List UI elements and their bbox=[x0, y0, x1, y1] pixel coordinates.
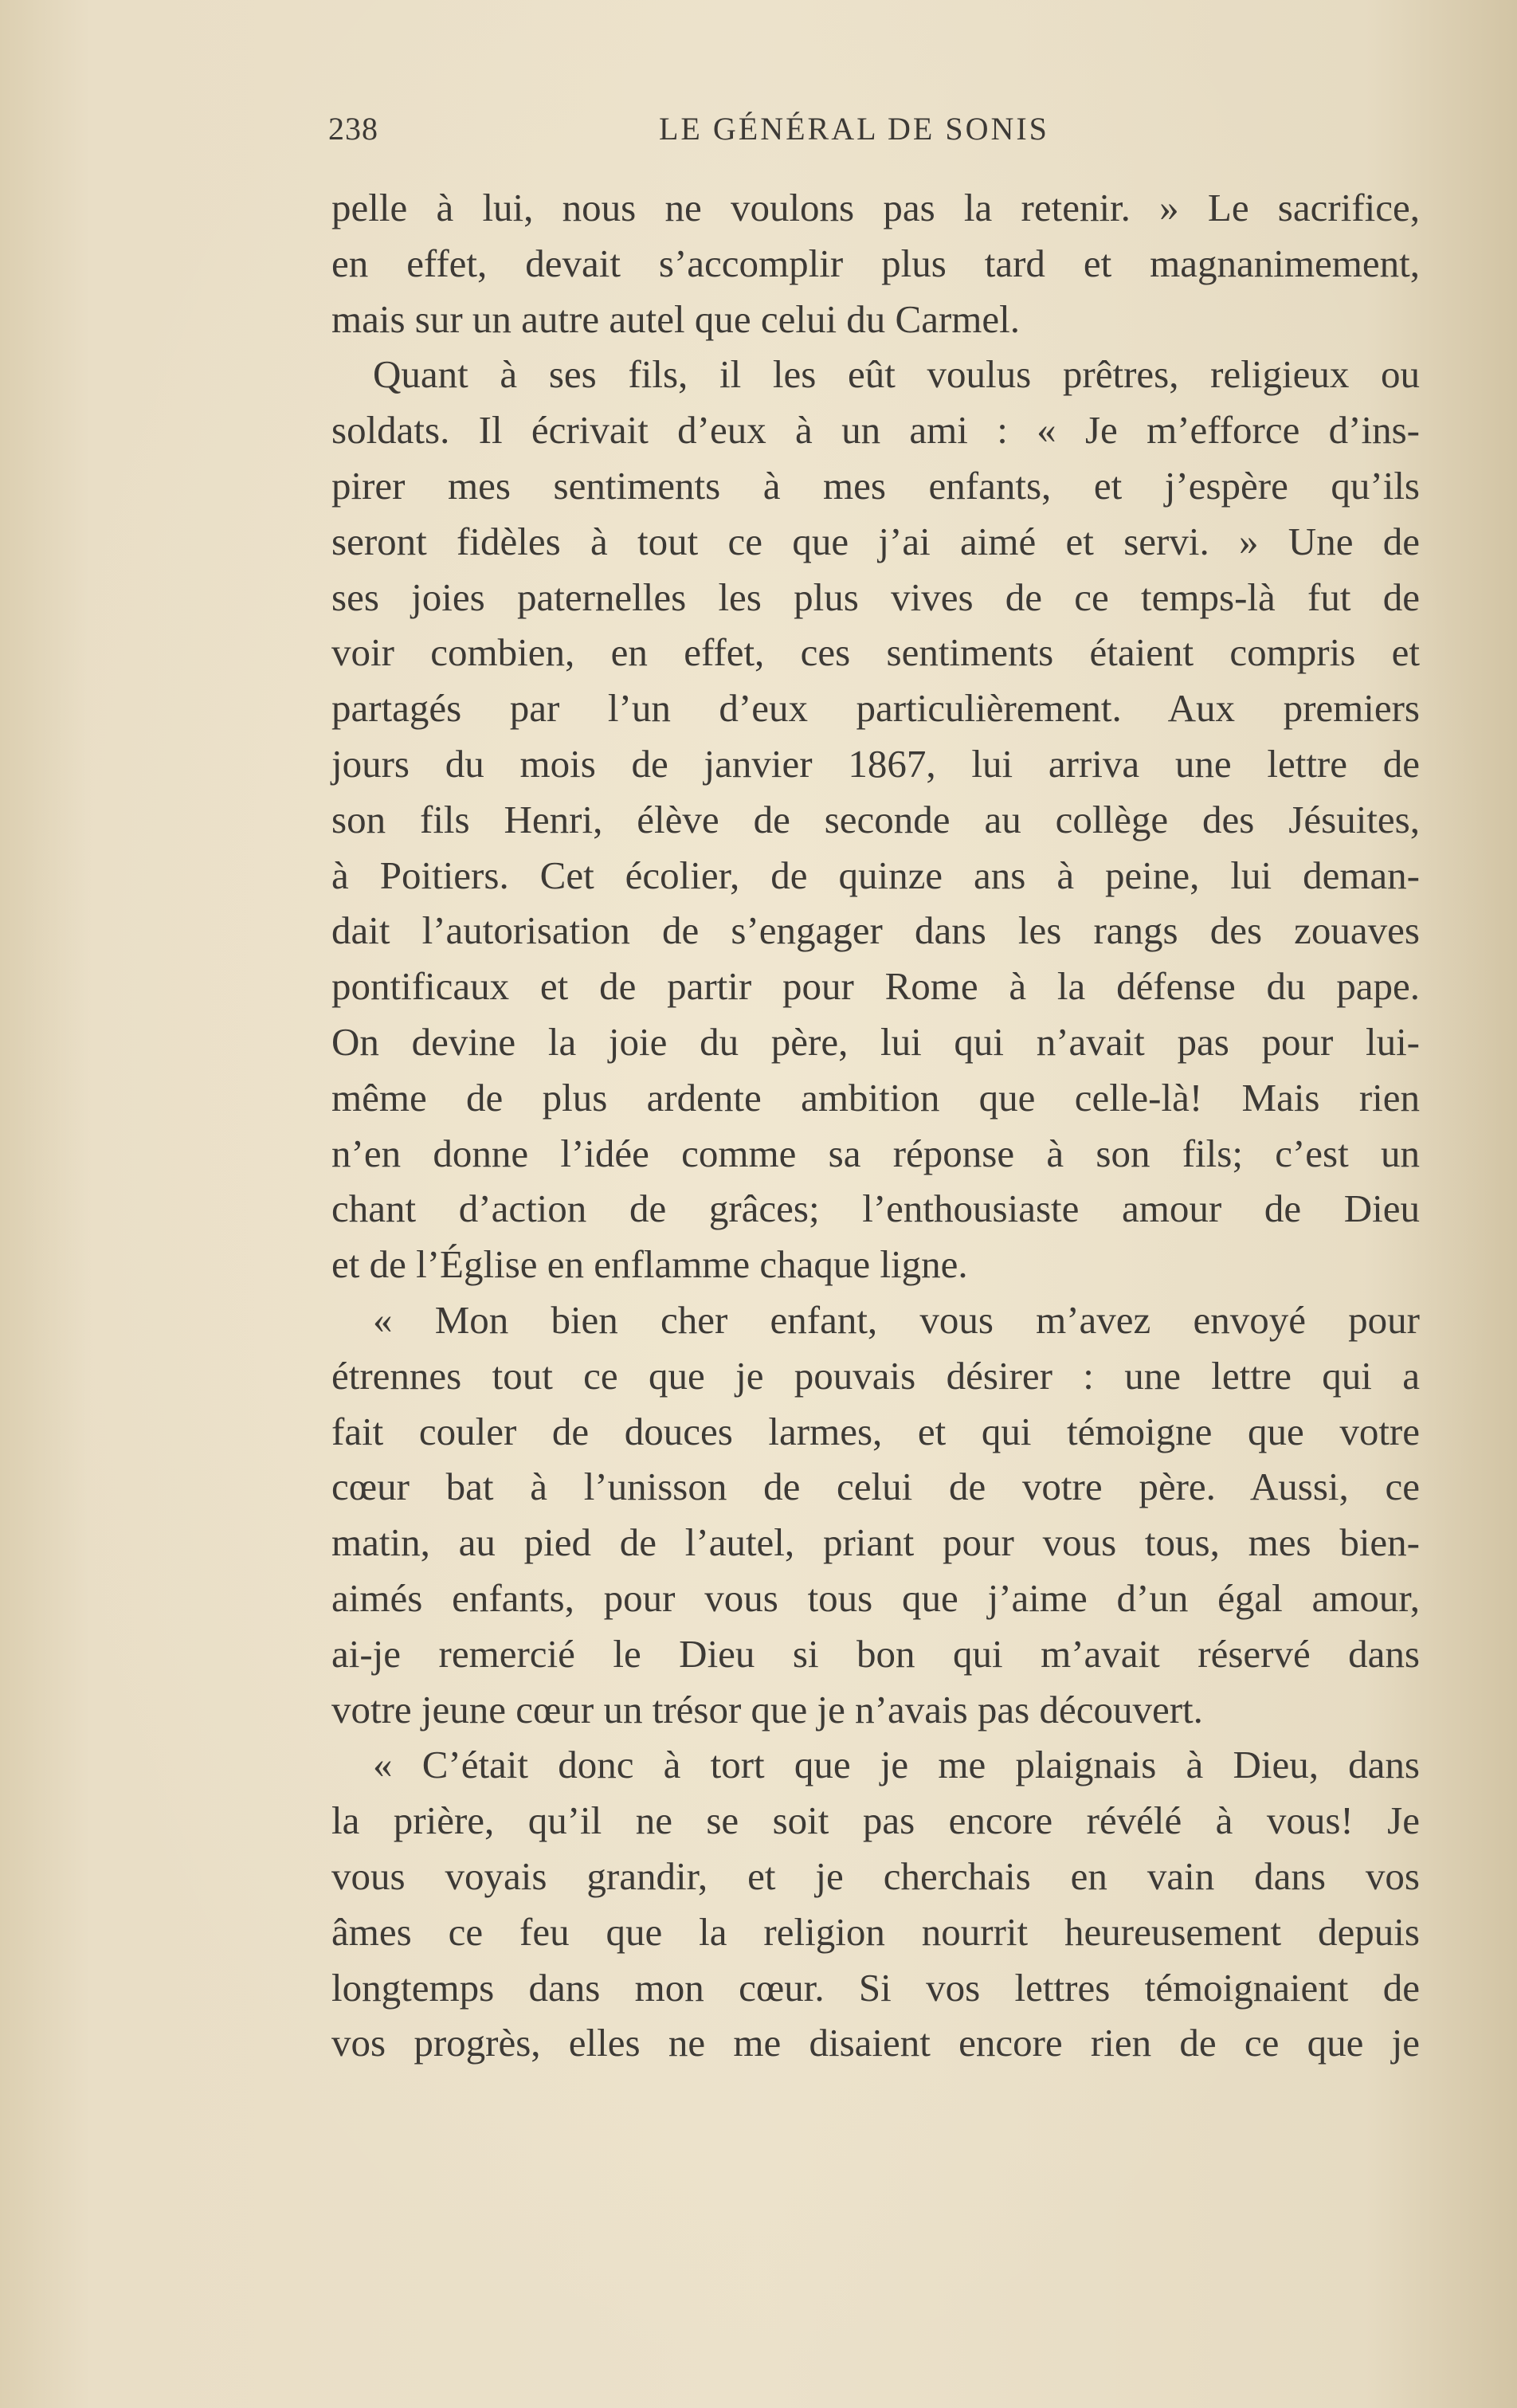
text-line: pontificaux et de partir pour Rome à la défense du pape. bbox=[331, 964, 1420, 1009]
text-line: aimés enfants, pour vous tous que j’aime d’un égal amour, bbox=[331, 1575, 1420, 1620]
text-line: et de l’Église en enflamme chaque ligne. bbox=[331, 1242, 968, 1287]
page-header bbox=[328, 110, 1420, 158]
text-line: On devine la joie du père, lui qui n’avait pas pour lui- bbox=[331, 1019, 1420, 1064]
text-line: pirer mes sentiments à mes enfants, et j’espère qu’ils bbox=[331, 463, 1420, 508]
paragraph-first-line: Quant à ses fils, il les eût voulus prêtres, religieux ou bbox=[373, 352, 1420, 397]
text-line: n’en donne l’idée comme sa réponse à son fils; c’est un bbox=[331, 1131, 1420, 1175]
text-line: ai-je remercié le Dieu si bon qui m’avait réservé dans bbox=[331, 1631, 1420, 1676]
text-line: voir combien, en effet, ces sentiments étaient compris et bbox=[331, 630, 1420, 675]
text-line: longtemps dans mon cœur. Si vos lettres témoignaient de bbox=[331, 1965, 1420, 2010]
text-line: seront fidèles à tout ce que j’ai aimé et servi. » Une de bbox=[331, 519, 1420, 563]
text-line: soldats. Il écrivait d’eux à un ami : « Je m’efforce d’ins- bbox=[331, 408, 1420, 453]
text-line: étrennes tout ce que je pouvais désirer : une lettre qui a bbox=[331, 1353, 1420, 1398]
text-line: partagés par l’un d’eux particulièrement. Aux premiers bbox=[331, 686, 1420, 731]
text-line: même de plus ardente ambition que celle-là! Mais rien bbox=[331, 1075, 1420, 1120]
text-line: la prière, qu’il ne se soit pas encore révélé à vous! Je bbox=[331, 1798, 1420, 1843]
text-line: à Poitiers. Cet écolier, de quinze ans à peine, lui deman- bbox=[331, 853, 1420, 897]
text-line: vous voyais grandir, et je cherchais en vain dans vos bbox=[331, 1853, 1420, 1898]
text-line: matin, au pied de l’autel, priant pour vous tous, mes bien- bbox=[331, 1520, 1420, 1565]
text-line: son fils Henri, élève de seconde au collège des Jésuites, bbox=[331, 797, 1420, 841]
running-title: LE GÉNÉRAL DE SONIS bbox=[659, 111, 1049, 147]
text-line: dait l’autorisation de s’engager dans les rangs des zouaves bbox=[331, 908, 1420, 953]
text-line: âmes ce feu que la religion nourrit heureusement depuis bbox=[331, 1909, 1420, 1954]
text-line: jours du mois de janvier 1867, lui arriva une lettre de bbox=[331, 741, 1420, 786]
page-number: 238 bbox=[328, 111, 378, 147]
text-line: votre jeune cœur un trésor que je n’avais pas découvert. bbox=[331, 1687, 1203, 1731]
paragraph-first-line: « Mon bien cher enfant, vous m’avez envoyé pour bbox=[373, 1297, 1420, 1342]
text-line: fait couler de douces larmes, et qui témoigne que votre bbox=[331, 1409, 1420, 1453]
text-line: mais sur un autre autel que celui du Carmel. bbox=[331, 296, 1021, 341]
text-line: cœur bat à l’unisson de celui de votre père. Aussi, ce bbox=[331, 1465, 1420, 1509]
text-line: chant d’action de grâces; l’enthousiaste amour de Dieu bbox=[331, 1186, 1420, 1231]
text-line: en effet, devait s’accomplir plus tard et magnanimement, bbox=[331, 241, 1420, 285]
text-line: pelle à lui, nous ne voulons pas la retenir. » Le sacrifice, bbox=[331, 186, 1420, 229]
body-text bbox=[331, 180, 1420, 2071]
paragraph-first-line: « C’était donc à tort que je me plaignais à Dieu, dans bbox=[373, 1743, 1420, 1787]
text-line: ses joies paternelles les plus vives de ce temps-là fut de bbox=[331, 575, 1420, 619]
text-line: vos progrès, elles ne me disaient encore rien de ce que je bbox=[331, 2021, 1420, 2065]
